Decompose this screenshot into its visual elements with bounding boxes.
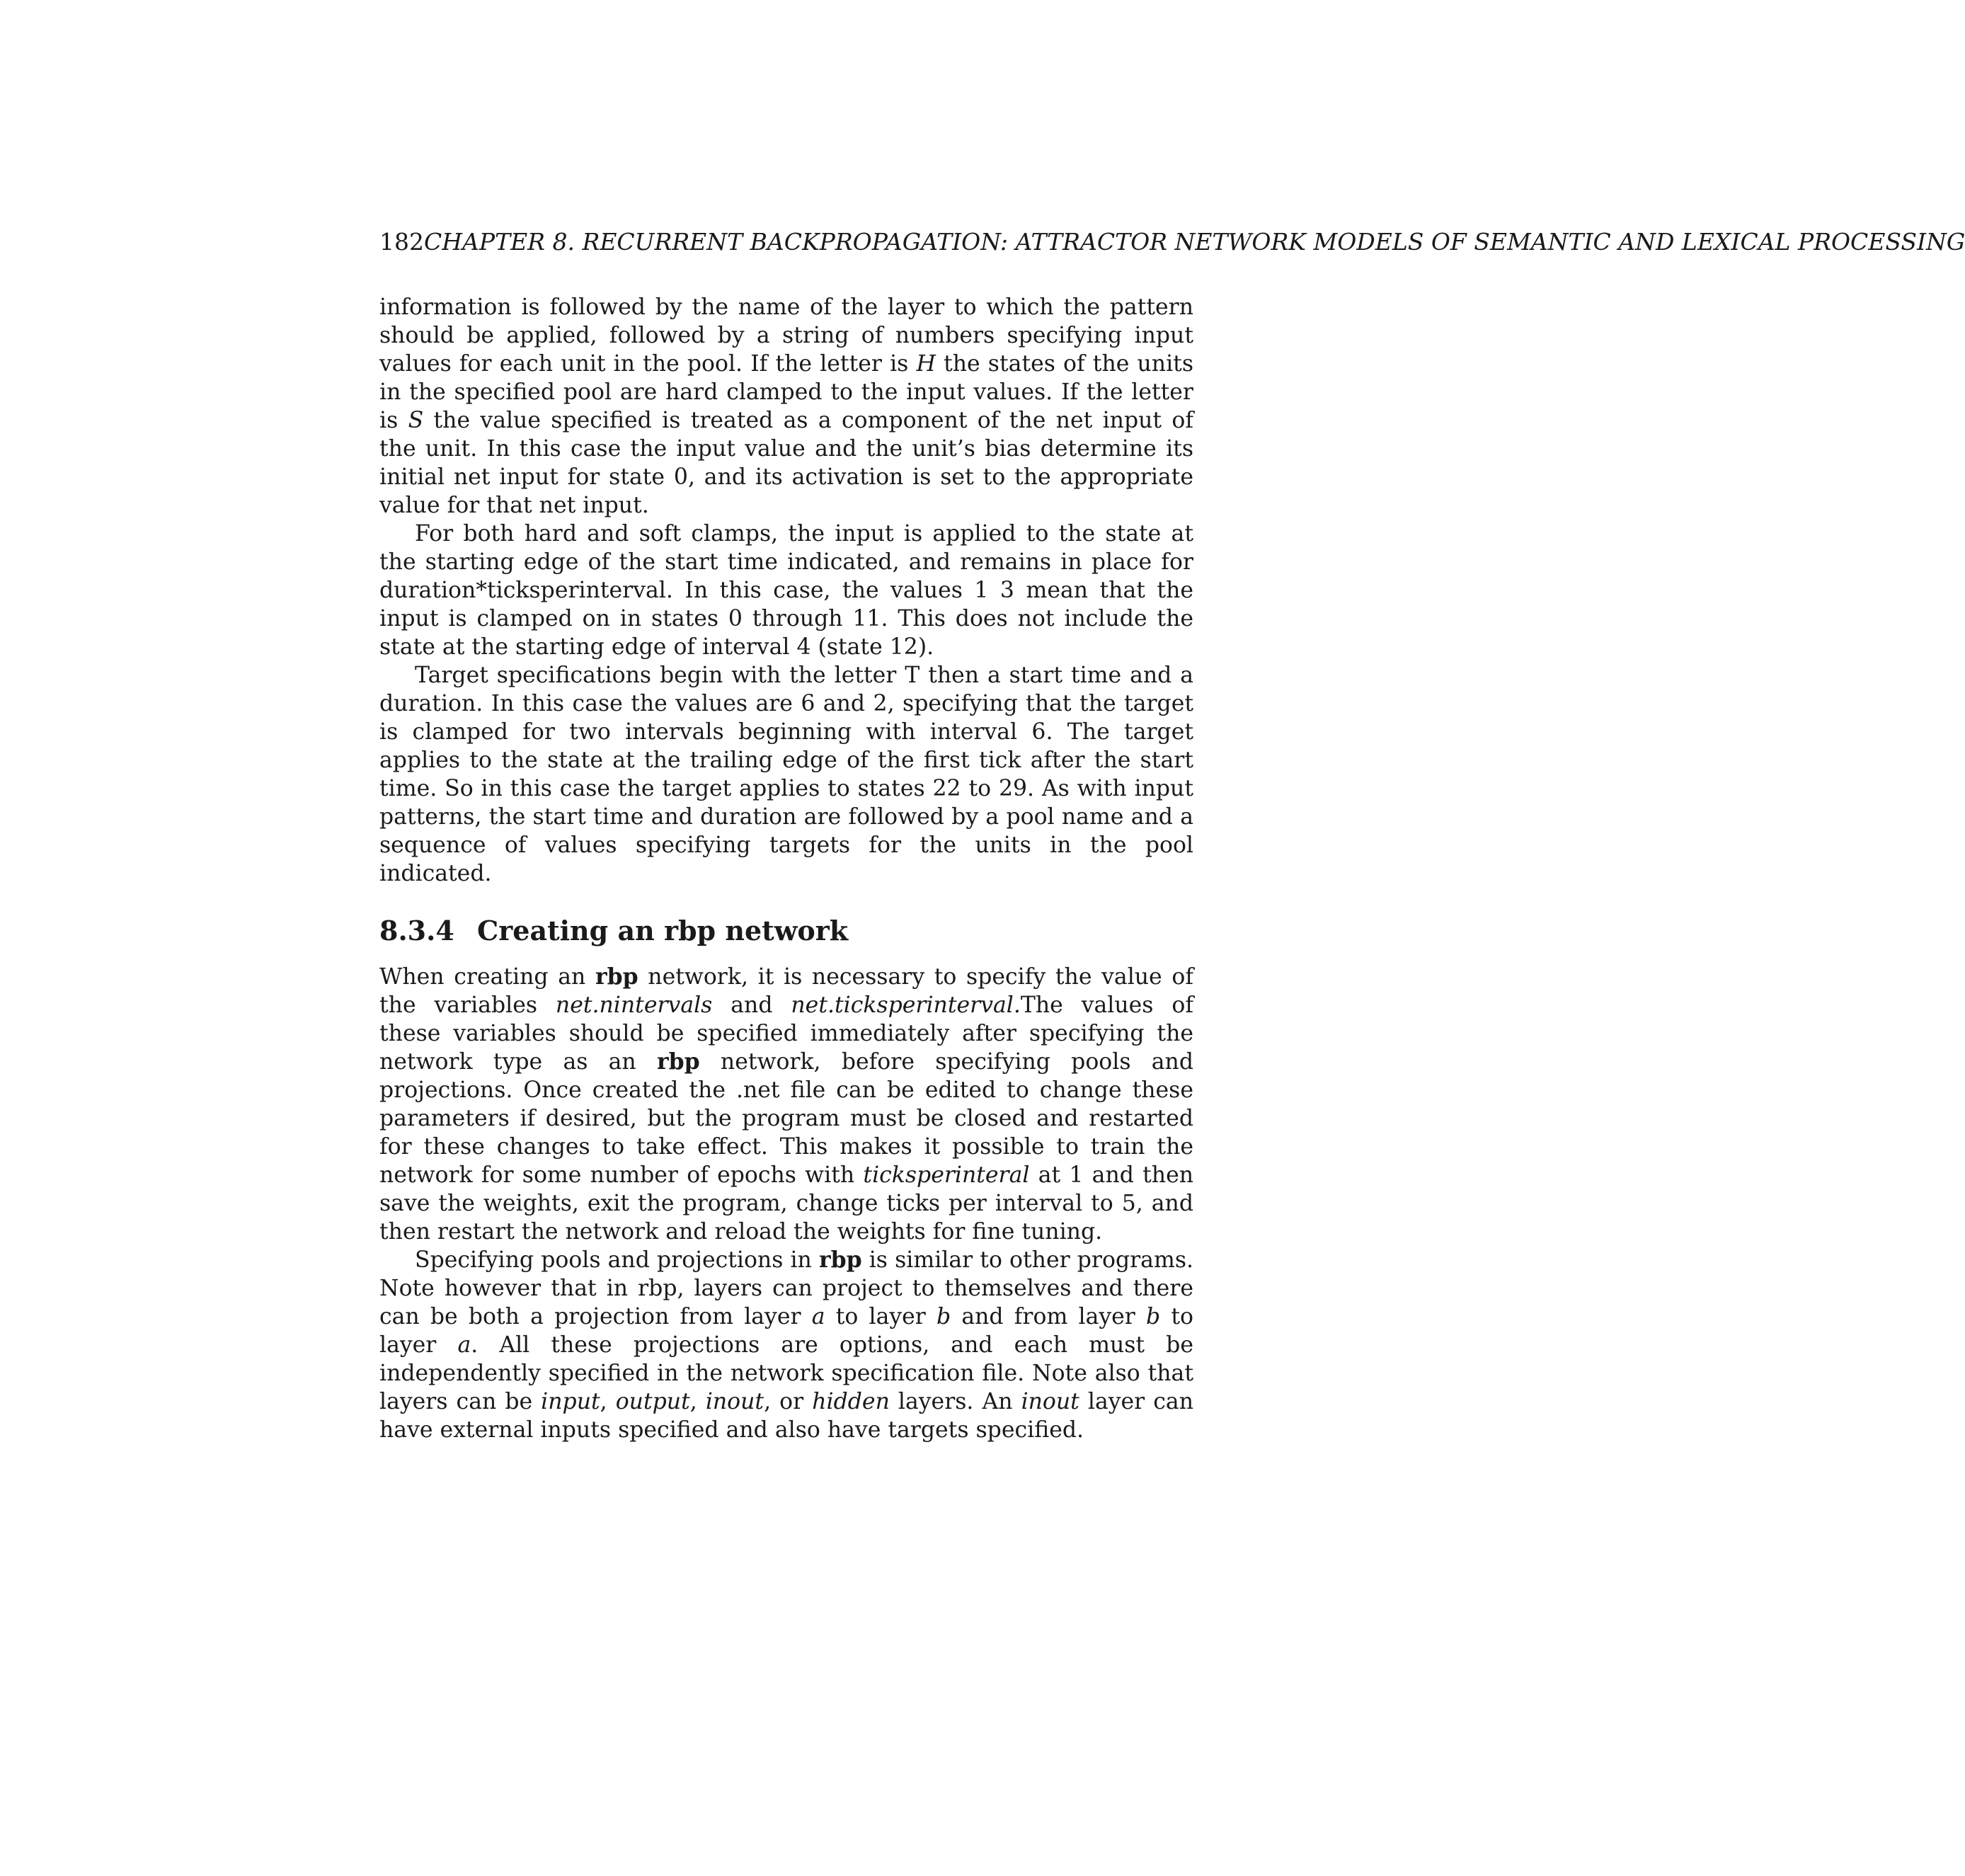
layer-type-hidden: hidden	[812, 1389, 890, 1414]
running-header	[379, 228, 1965, 256]
layer-b: b	[936, 1304, 951, 1329]
letter-s: S	[408, 408, 424, 433]
page-body	[379, 293, 1193, 1444]
page-number: 182	[379, 228, 424, 256]
paragraph-clamp-timing: For both hard and soft clamps, the input is applied to the state at the starting edge of the start time indicated, and remains in place for duration*ticksperinterval. In this case, the values 1 3 mean that the input is clamped on in states 0 through 11. This does not include the state at the starting edge of interval 4 (state 12).	[379, 521, 1193, 660]
term-rbp: rbp	[595, 963, 638, 990]
var-nintervals: net.nintervals	[555, 993, 713, 1018]
term-rbp: rbp	[818, 1247, 862, 1273]
text-run: network, before specifying pools and projections. Once created the .net file can be edited to change these parameters if desired, but the program must be closed and restarted for these changes to take effect. This makes it possible to train the network for some number of epochs with	[379, 1049, 1193, 1188]
text-run: information is followed by the name of the layer to which the pattern should be applied, followed by a string of numbers specifying input values for each unit in the pool. If the letter is	[379, 294, 1193, 377]
text-run: is similar to other programs. Note however that in rbp, layers can project to themselves and there can be both a projection from layer	[379, 1247, 1193, 1329]
layer-type-output: output	[615, 1389, 690, 1414]
text-run: layer can have external inputs specified and also have targets specified.	[379, 1389, 1193, 1443]
letter-h: H	[916, 351, 936, 377]
text-run: network, it is necessary to specify the value of the variables	[379, 964, 1193, 1018]
text-run: the value specified is treated as a component of the net input of the unit. In this case the input value and the unit’s bias determine its initial net input for state 0, and its activation is set to the appropriate value for that net input.	[379, 408, 1193, 518]
paragraph-creating-network	[379, 963, 1193, 1246]
text-run: layers. An	[889, 1389, 1021, 1414]
layer-b: b	[1146, 1304, 1161, 1329]
text-run: to layer	[825, 1304, 937, 1329]
text-run: and	[712, 993, 791, 1018]
paragraph-input-clamps	[379, 293, 1193, 520]
text-run: the states of the units in the specified pool are hard clamped to the input values. If the letter is	[379, 351, 1193, 433]
term-rbp: rbp	[656, 1048, 700, 1075]
var-ticksperinterval: net.ticksperinterval.	[791, 993, 1021, 1018]
text-run: . All these projections are options, and each must be independently specified in the network specification file. Note also that layers can be	[379, 1332, 1193, 1414]
section-title: Creating an rbp network	[477, 915, 849, 946]
text-run: at 1 and then save the weights, exit the program, change ticks per interval to 5, and then restart the network and reload the weights for fine tuning.	[379, 1162, 1194, 1245]
layer-a: a	[811, 1304, 825, 1329]
section-heading	[379, 915, 1193, 947]
layer-type-inout: inout	[705, 1389, 764, 1414]
text-run: ,	[689, 1389, 706, 1414]
text-run: The values of these variables should be specified immediately after specifying the network type as an	[379, 993, 1193, 1075]
section-number: 8.3.4	[379, 915, 454, 946]
text-run: , or	[764, 1389, 813, 1414]
text-run: to layer	[379, 1304, 1194, 1358]
layer-type-inout: inout	[1021, 1389, 1079, 1414]
layer-type-input: input	[541, 1389, 600, 1414]
layer-a: a	[457, 1332, 471, 1358]
text-run: When creating an	[379, 964, 595, 990]
var-ticksperinteral: ticksperinteral	[863, 1162, 1030, 1188]
text-run: ,	[600, 1389, 616, 1414]
paragraph-target-specs: Target specifications begin with the letter T then a start time and a duration. In this case the values are 6 and 2, specifying that the target is clamped for two intervals beginning with interval 6. The target applies to the state at the trailing edge of the first tick after the start time. So in this case the target applies to states 22 to 29. As with input patterns, the start time and duration are followed by a pool name and a sequence of values specifying targets for the units in the pool indicated.	[379, 663, 1193, 886]
text-run: Specifying pools and projections in	[415, 1247, 819, 1273]
paragraph-pools-projections	[379, 1246, 1193, 1444]
text-run: and from layer	[951, 1304, 1147, 1329]
chapter-title: CHAPTER 8. RECURRENT BACKPROPAGATION: ATTRACTOR NETWORK MODELS OF SEMANTIC AND LEXICAL PROCESSING	[424, 228, 1965, 256]
